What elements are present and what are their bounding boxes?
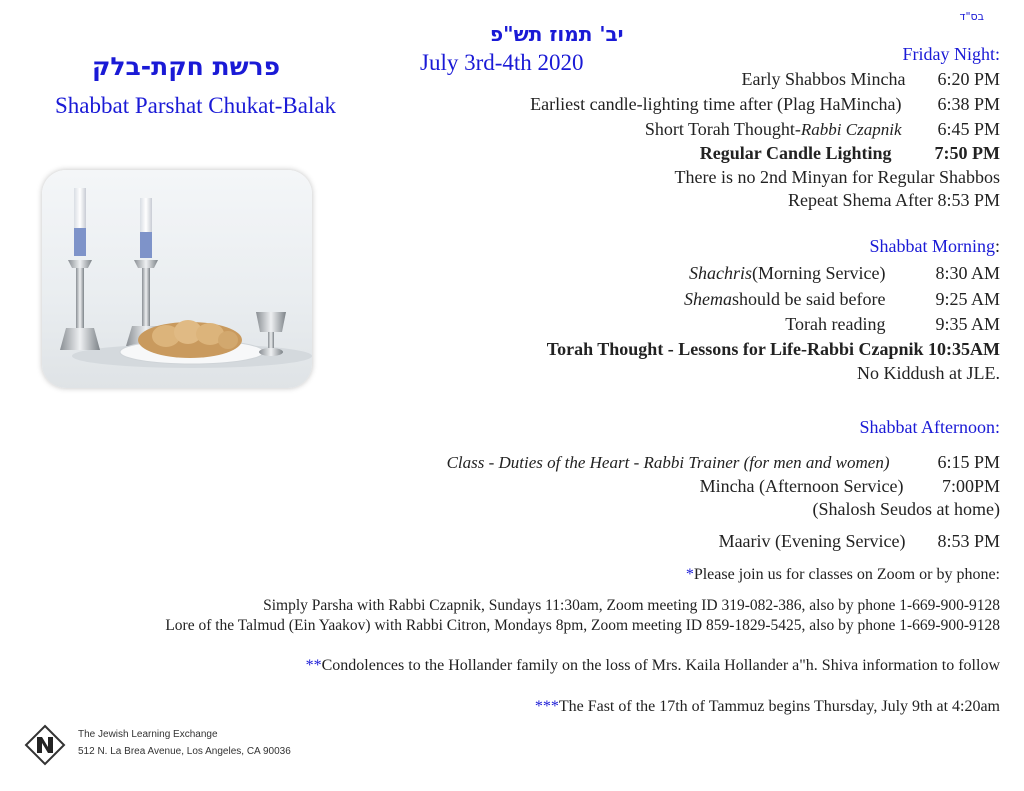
candles-challah-illustration bbox=[42, 170, 312, 388]
row-time: 7:00PM bbox=[941, 476, 1000, 496]
note-text: Condolences to the Hollander family on the loss of Mrs. Kaila Hollander a"h. Shiva information to follow bbox=[321, 657, 1000, 674]
row-label-ital: Shema bbox=[684, 289, 733, 309]
row-time: 6:45 PM bbox=[937, 119, 1000, 139]
afternoon-seudos-note: (Shalosh Seudos at home) bbox=[812, 499, 1000, 519]
bsd-mark: בס"ד bbox=[959, 10, 984, 23]
heading-text: Shabbat Morning bbox=[869, 236, 995, 256]
friday-note-minyan: There is no 2nd Minyan for Regular Shabbos bbox=[674, 167, 1000, 187]
morning-row-torah-reading bbox=[785, 314, 1000, 335]
note-text: The Fast of the 17th of Tammuz begins Thursday, July 9th at 4:20am bbox=[558, 698, 1000, 715]
friday-row-candle-lighting bbox=[700, 143, 1000, 164]
friday-row-early-mincha bbox=[742, 69, 1000, 90]
parsha-hebrew-title: פרשת חקת-בלק bbox=[92, 52, 281, 81]
row-label: Class - Duties of the Heart - Rabbi Trainer (for men and women) bbox=[446, 453, 890, 472]
note-star: * bbox=[685, 566, 694, 583]
row-label: Early Shabbos Mincha bbox=[741, 69, 906, 89]
morning-kiddush-note: No Kiddush at JLE. bbox=[857, 363, 1000, 383]
note-text: Please join us for classes on Zoom or by phone: bbox=[693, 566, 1000, 583]
morning-row-shema bbox=[684, 289, 1000, 310]
footer-org-name: The Jewish Learning Exchange bbox=[78, 729, 218, 740]
zoom-note bbox=[686, 566, 1000, 584]
afternoon-row-maariv bbox=[719, 531, 1000, 552]
footer-address: 512 N. La Brea Avenue, Los Angeles, CA 90036 bbox=[78, 746, 291, 757]
row-label: Regular Candle Lighting bbox=[699, 143, 892, 163]
row-label: should be said before bbox=[732, 289, 886, 309]
row-label: Torah reading bbox=[785, 314, 886, 334]
row-label-ital: Shachris bbox=[689, 263, 753, 283]
shabbat-candles-photo bbox=[42, 170, 312, 388]
row-time: 9:35 AM bbox=[935, 314, 1000, 334]
class-lore-of-talmud: Lore of the Talmud (Ein Yaakov) with Rabbi Citron, Mondays 8pm, Zoom meeting ID 859-1829-5425, also by phone 1-669-900-9128 bbox=[165, 617, 1000, 634]
row-time: 8:30 AM bbox=[935, 263, 1000, 283]
row-label: Short Torah Thought- bbox=[644, 119, 801, 139]
hebrew-date: יב' תמוז תש"פ bbox=[490, 22, 624, 46]
parsha-english-title: Shabbat Parshat Chukat-Balak bbox=[55, 93, 337, 118]
afternoon-row-class bbox=[447, 452, 1000, 473]
row-time: 9:25 AM bbox=[935, 289, 1000, 309]
english-date: July 3rd-4th 2020 bbox=[420, 50, 584, 75]
friday-row-plag bbox=[530, 94, 1000, 115]
note-star: ** bbox=[305, 657, 322, 674]
row-time: 6:38 PM bbox=[937, 94, 1000, 114]
row-time: 7:50 PM bbox=[934, 143, 1000, 163]
morning-row-shachris bbox=[689, 263, 1000, 284]
row-label: Mincha (Afternoon Service) bbox=[699, 476, 904, 496]
row-label: Earliest candle-lighting time after (Plag HaMincha) bbox=[530, 94, 902, 114]
row-label-rabbi: Rabbi Czapnik bbox=[800, 120, 902, 139]
shabbat-morning-heading bbox=[869, 236, 1000, 257]
row-label: Maariv (Evening Service) bbox=[718, 531, 906, 551]
row-label: (Morning Service) bbox=[752, 263, 886, 283]
row-time: 8:53 PM bbox=[937, 531, 1000, 551]
condolence-note bbox=[306, 657, 1000, 675]
note-star: *** bbox=[534, 698, 559, 715]
shabbat-afternoon-heading: Shabbat Afternoon: bbox=[859, 417, 1000, 437]
afternoon-row-mincha bbox=[700, 476, 1000, 497]
class-simply-parsha: Simply Parsha with Rabbi Czapnik, Sundays 11:30am, Zoom meeting ID 319-082-386, also by phone 1-669-900-9128 bbox=[263, 597, 1000, 614]
row-time: 6:20 PM bbox=[937, 69, 1000, 89]
friday-night-heading: Friday Night: bbox=[902, 44, 1000, 64]
row-time: 6:15 PM bbox=[937, 452, 1000, 472]
friday-note-shema: Repeat Shema After 8:53 PM bbox=[788, 190, 1000, 210]
friday-row-torah-thought bbox=[645, 119, 1000, 140]
jle-logo-icon bbox=[24, 724, 66, 766]
fast-note bbox=[535, 698, 1000, 716]
morning-torah-thought: Torah Thought - Lessons for Life-Rabbi Czapnik 10:35AM bbox=[546, 339, 1000, 359]
heading-colon: : bbox=[994, 236, 1000, 256]
